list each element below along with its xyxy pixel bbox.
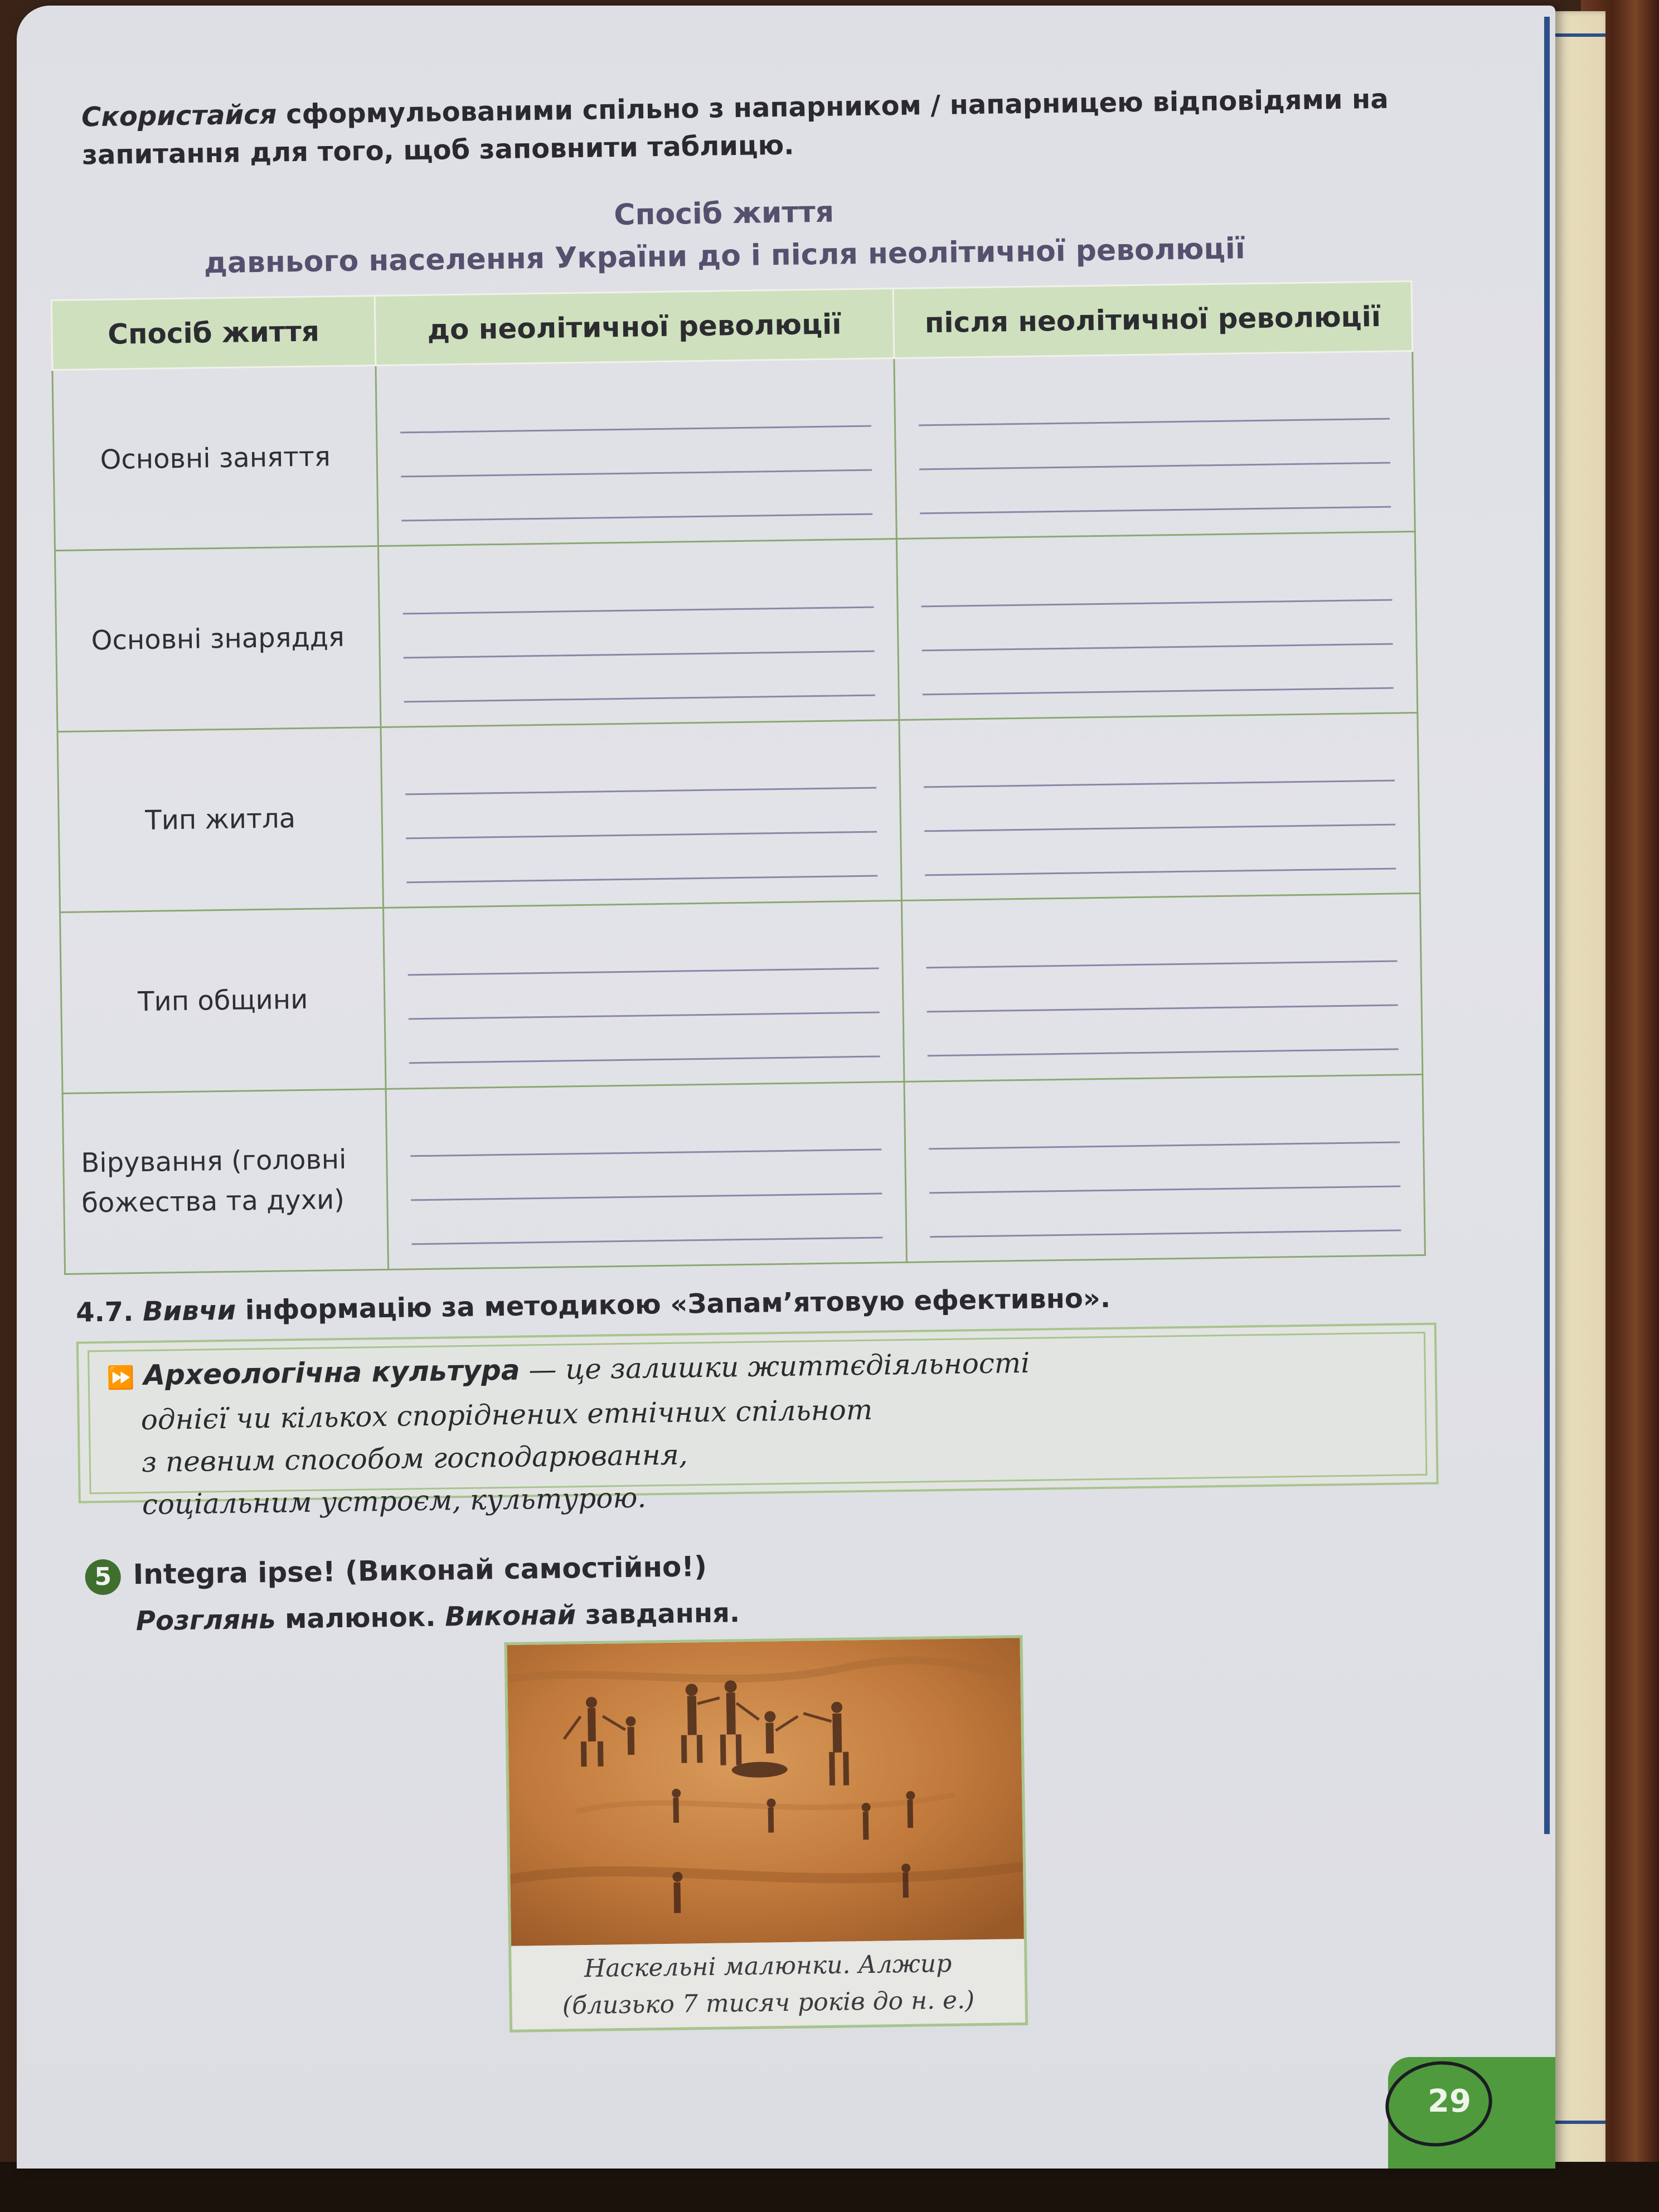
answer-cell-before[interactable]	[384, 901, 904, 1089]
definition-line1: — це залишки життєдіяльності	[520, 1346, 1030, 1386]
task-verb-1: Розглянь	[135, 1603, 276, 1637]
header-lifestyle: Спосіб життя	[51, 296, 376, 370]
exercise-4-7	[76, 1278, 1414, 1328]
answer-cell-after[interactable]	[899, 712, 1420, 900]
table-row	[55, 532, 1418, 731]
task-5-heading	[85, 1541, 1367, 1595]
answer-cell-after[interactable]	[904, 1074, 1425, 1262]
task-text-2: завдання.	[575, 1597, 740, 1631]
header-before: до неолітичної революції	[375, 289, 894, 366]
answer-cell-before[interactable]	[378, 539, 899, 727]
task-text-1: малюнок.	[275, 1601, 445, 1635]
caption-line2: (близько 7 тисяч років до н. е.)	[562, 1986, 975, 2020]
table-row	[60, 894, 1423, 1093]
exercise-number: 4.7.	[75, 1296, 134, 1328]
answer-cell-before[interactable]	[381, 720, 901, 908]
table-title	[83, 183, 1366, 286]
answer-cell-before[interactable]	[386, 1081, 906, 1269]
table-row	[52, 351, 1415, 551]
lifestyle-table	[51, 280, 1426, 1275]
table-title-line1: Спосіб життя	[613, 195, 835, 232]
intro-text: сформульованими спільно з напарником / напарницею відповідями на запитання для того, щоб заповнити таблицю.	[81, 83, 1389, 171]
row-label-tools: Основні знаряддя	[55, 546, 381, 731]
exercise-text: інформацію за методикою «Запам’ятовую ефективно».	[235, 1282, 1111, 1326]
rock-art-figure	[504, 1635, 1028, 2032]
row-label-occupations: Основні заняття	[52, 366, 378, 551]
caption-line1: Наскельні малюнки. Алжир	[584, 1949, 952, 1983]
workbook-page	[17, 6, 1555, 2169]
answer-cell-after[interactable]	[901, 894, 1422, 1081]
intro-instruction	[81, 80, 1432, 174]
definition-box	[76, 1323, 1439, 1521]
page-number: 29	[1428, 2083, 1471, 2119]
definition-text	[106, 1337, 1391, 1526]
definition-line2: однієї чи кількох споріднених етнічних спільнот	[140, 1393, 873, 1437]
table-row	[62, 1074, 1425, 1274]
definition-line3: з певним способом господарювання,	[141, 1438, 688, 1479]
task-verb-2: Виконай	[444, 1599, 576, 1633]
task-number-badge: 5	[85, 1559, 121, 1595]
exercise-verb: Вивчи	[142, 1294, 236, 1328]
definition-term: Археологічна культура	[143, 1354, 520, 1392]
task-5-instruction	[135, 1589, 1362, 1637]
rock-art-image	[507, 1638, 1023, 1946]
table-row	[57, 712, 1420, 912]
page-content	[17, 6, 1555, 2169]
intro-verb: Скористайся	[81, 99, 277, 133]
header-after: після неолітичної революції	[893, 282, 1413, 358]
figure-caption	[511, 1939, 1025, 2030]
definition-line4: соціальним устроєм, культурою.	[142, 1481, 647, 1521]
row-label-beliefs: Вірування (головні божества та духи)	[62, 1089, 388, 1274]
fast-forward-icon: ⏩	[106, 1365, 135, 1391]
row-label-dwelling: Тип житла	[57, 727, 383, 912]
answer-cell-after[interactable]	[894, 351, 1415, 539]
task-5-title: Integra ipse! (Виконай самостійно!)	[133, 1550, 707, 1591]
table-title-line2: давнього населення України до і після неолітичної революції	[203, 232, 1246, 280]
answer-cell-after[interactable]	[896, 532, 1417, 720]
row-label-community: Тип общини	[60, 908, 386, 1093]
answer-cell-before[interactable]	[376, 358, 896, 546]
background-bottom	[0, 2162, 1659, 2212]
